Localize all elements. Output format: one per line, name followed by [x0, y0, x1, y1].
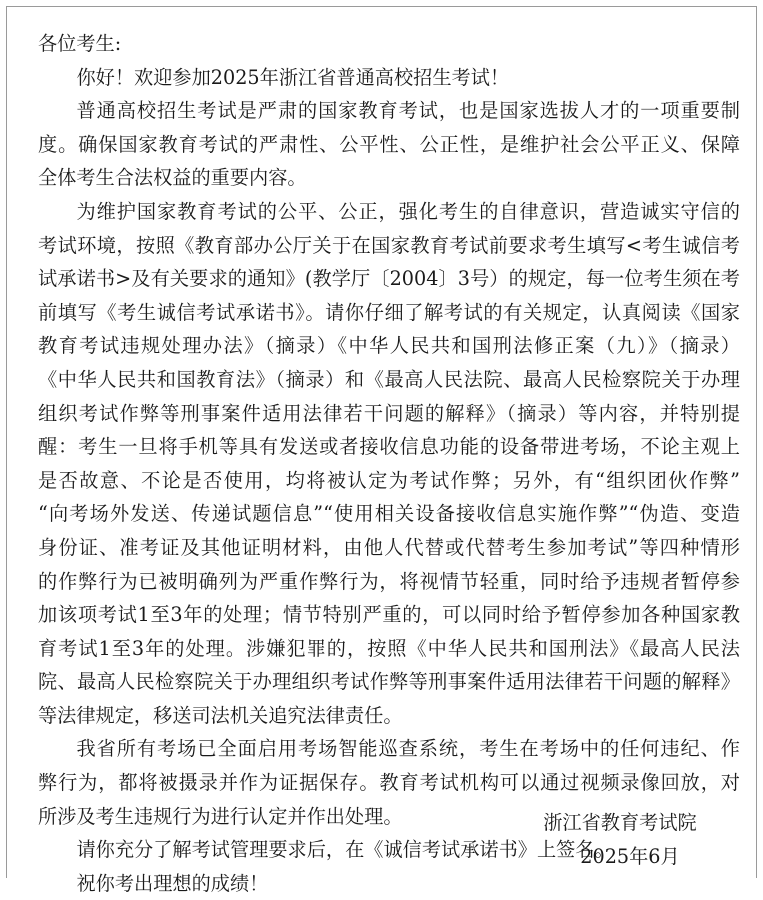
paragraph-line: 组织考试作弊等刑事案件适用法律若干问题的解释》（摘录）等内容，并特别提: [38, 401, 740, 425]
paragraph-line: 身份证、准考证及其他证明材料，由他人代替或代替考生参加考试”等四种情形: [38, 535, 740, 559]
paragraph-line: 普通高校招生考试是严肃的国家教育考试，也是国家选拔人才的一项重要制: [76, 99, 740, 123]
paragraph-line: 前填写《考生诚信考试承诺书》。请你仔细了解考试的有关规定，认真阅读《国家: [38, 300, 740, 324]
paragraph-line: 考试环境，按照《教育部办公厅关于在国家教育考试前要求考生填写<考生诚信考: [38, 233, 740, 257]
greeting-line: 你好！欢迎参加2025年浙江省普通高校招生考试！: [76, 65, 510, 89]
salutation: 各位考生:: [38, 32, 122, 55]
paragraph-line: 等法律规定，移送司法机关追究法律责任。: [38, 703, 403, 727]
closing-wish: 祝你考出理想的成绩！: [76, 871, 269, 895]
paragraph-line: 为维护国家教育考试的公平、公正，强化考生的自律意识，营造诚实守信的: [76, 199, 740, 223]
paragraph-line: 弊行为，都将被摄录并作为证据保存。教育考试机构可以通过视频录像回放，对: [38, 771, 740, 795]
signature-organization: 浙江省教育考试院: [543, 811, 697, 834]
paragraph-line: 请你充分了解考试管理要求后，在《诚信考试承诺书》上签名。: [76, 838, 614, 862]
paragraph-line: 试承诺书>及有关要求的通知》(教学厅〔2004〕3号）的规定，每一位考生须在考: [38, 267, 740, 291]
paragraph-line: 院、最高人民检察院关于办理组织考试作弊等刑事案件适用法律若干问题的解释》: [38, 670, 740, 694]
paragraph-line: 所涉及考生违规行为进行认定并作出处理。: [38, 804, 403, 828]
paragraph-line: 的作弊行为已被明确列为严重作弊行为，将视情节轻重，同时给予违规者暂停参: [38, 569, 740, 593]
letter-body: [38, 27, 740, 900]
signature-block: [530, 806, 710, 873]
paragraph-line: “向考场外发送、传递试题信息”“使用相关设备接收信息实施作弊”“伪造、变造: [38, 502, 740, 526]
paragraph-line: 全体考生合法权益的重要内容。: [38, 166, 307, 190]
paragraph-line: 我省所有考场已全面启用考场智能巡查系统，考生在考场中的任何违纪、作: [76, 737, 740, 761]
paragraph-line: 加该项考试1至3年的处理；情节特别严重的，可以同时给予暂停参加各种国家教: [38, 603, 740, 627]
paragraph-line: 是否故意、不论是否使用，均将被认定为考试作弊；另外，有“组织团伙作弊”: [38, 468, 740, 492]
signature-date: 2025年6月: [580, 844, 680, 868]
paragraph-line: 醒：考生一旦将手机等具有发送或者接收信息功能的设备带进考场，不论主观上: [38, 435, 740, 459]
paragraph-line: 度。确保国家教育考试的严肃性、公平性、公正性，是维护社会公平正义、保障: [38, 132, 740, 156]
paragraph-line: 育考试1至3年的处理。涉嫌犯罪的，按照《中华人民共和国刑法》《最高人民法: [38, 636, 740, 660]
paragraph-line: 教育考试违规处理办法》（摘录）《中华人民共和国刑法修正案（九）》（摘录）: [38, 334, 740, 358]
paragraph-line: 《中华人民共和国教育法》（摘录）和《最高人民法院、最高人民检察院关于办理: [38, 367, 740, 391]
